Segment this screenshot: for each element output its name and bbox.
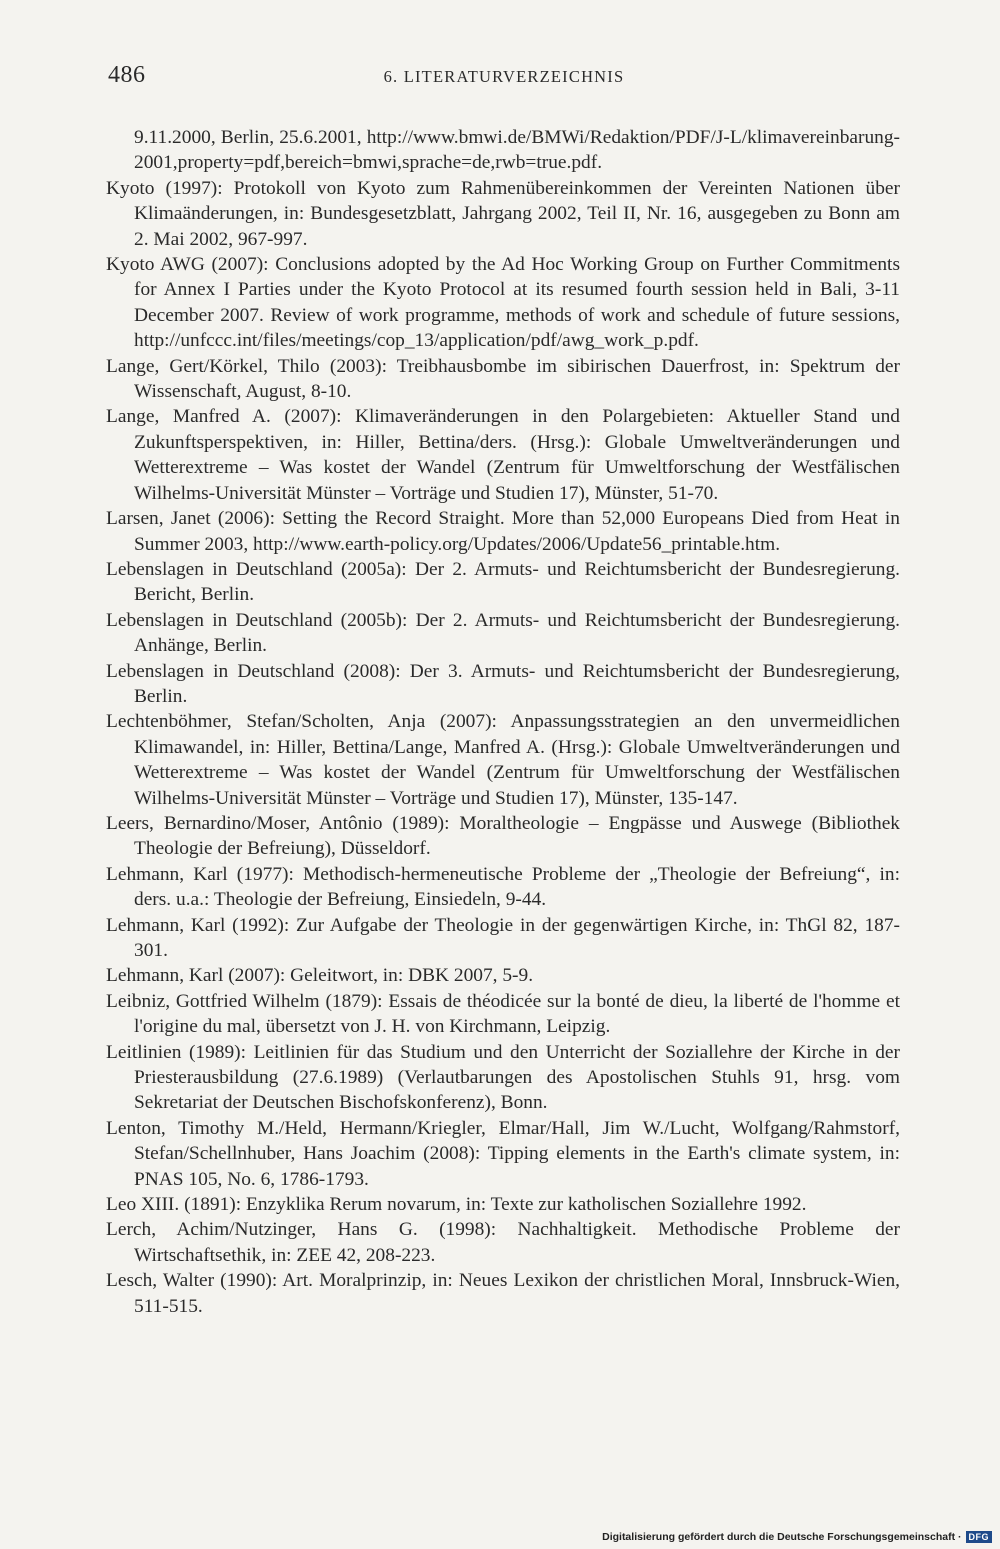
bibliography-entry: Lehmann, Karl (1977): Methodisch-hermeneutische Probleme der „Theologie der Befreiung“, in: ders. u.a.: Theologie der Befreiung, Einsiedeln, 9-44.: [106, 863, 900, 911]
bibliography-entry: Leibniz, Gottfried Wilhelm (1879): Essais de théodicée sur la bonté de dieu, la liberté de l'homme et l'origine du mal, übersetzt von J. H. von Kirchmann, Leipzig.: [106, 990, 900, 1038]
bibliography-entry: Lechtenböhmer, Stefan/Scholten, Anja (2007): Anpassungsstrategien an den unvermeidlichen Klimawandel, in: Hiller, Bettina/Lange, Manfred A. (Hrsg.): Globale Umweltveränderungen und Wetterextreme – Was kostet der Wandel (Zentrum für Umweltforschung der Westfälischen Wilhelms-Universität Münster – Vorträge und Studien 17), Münster, 135-147.: [106, 711, 900, 809]
bibliography-entry: 9.11.2000, Berlin, 25.6.2001, http://www.bmwi.de/BMWi/Redaktion/PDF/J-L/klimavereinbarung-2001,property=pdf,bereich=bmwi,sprache=de,rwb=true.pdf.: [134, 127, 900, 174]
bibliography-list: [106, 125, 900, 1319]
bibliography-entry: Lehmann, Karl (2007): Geleitwort, in: DBK 2007, 5-9.: [106, 965, 534, 987]
bibliography-entry: Lebenslagen in Deutschland (2005a): Der 2. Armuts- und Reichtumsbericht der Bundesregierung. Bericht, Berlin.: [106, 558, 900, 606]
bibliography-entry: Lenton, Timothy M./Held, Hermann/Kriegler, Elmar/Hall, Jim W./Lucht, Wolfgang/Rahmstorf, Stefan/Schellnhuber, Hans Joachim (2008): Tipping elements in the Earth's climate system, in: PNAS 105, No. 6, 1786-1793.: [106, 1117, 900, 1190]
page-header: [108, 62, 900, 96]
running-head: 6. LITERATURVERZEICHNIS: [383, 67, 625, 86]
bibliography-entry: Lebenslagen in Deutschland (2005b): Der 2. Armuts- und Reichtumsbericht der Bundesregierung. Anhänge, Berlin.: [106, 609, 900, 657]
bibliography-entry: Leo XIII. (1891): Enzyklika Rerum novarum, in: Texte zur katholischen Soziallehre 1992.: [106, 1194, 807, 1216]
bibliography-entry: Kyoto AWG (2007): Conclusions adopted by the Ad Hoc Working Group on Further Commitments for Annex I Parties under the Kyoto Protocol at its resumed fourth session held in Bali, 3-11 December 2007. Review of work programme, methods of work and schedule of future sessions, http://unfccc.int/files/meetings/cop_13/application/pdf/awg_work_p.pdf.: [106, 254, 900, 352]
bibliography-entry: Larsen, Janet (2006): Setting the Record Straight. More than 52,000 Europeans Died from Heat in Summer 2003, http://www.earth-policy.org/Updates/2006/Update56_printable.htm.: [106, 508, 900, 555]
bibliography-entry: Leers, Bernardino/Moser, Antônio (1989): Moraltheologie – Engpässe und Auswege (Bibliothek Theologie der Befreiung), Düsseldorf.: [106, 812, 900, 860]
bibliography-entry: Lebenslagen in Deutschland (2008): Der 3. Armuts- und Reichtumsbericht der Bundesregierung, Berlin.: [106, 660, 900, 707]
dfg-logo: DFG: [966, 1531, 993, 1543]
digitization-credit: [602, 1529, 992, 1545]
bibliography-entry: Leitlinien (1989): Leitlinien für das Studium und den Unterricht der Soziallehre der Kirche in der Priesterausbildung (27.6.1989) (Verlautbarungen des Apostolischen Stuhls 91, hrsg. vom Sekretariat der Deutschen Bischofskonferenz), Bonn.: [106, 1041, 900, 1114]
bibliography-entry: Lange, Gert/Körkel, Thilo (2003): Treibhausbombe im sibirischen Dauerfrost, in: Spektrum der Wissenschaft, August, 8-10.: [106, 355, 900, 403]
bibliography-entry: Lehmann, Karl (1992): Zur Aufgabe der Theologie in der gegenwärtigen Kirche, in: ThGl 82, 187-301.: [106, 914, 900, 961]
page-number: 486: [108, 62, 146, 88]
bibliography-entry: Kyoto (1997): Protokoll von Kyoto zum Rahmenübereinkommen der Vereinten Nationen über Klimaänderungen, in: Bundesgesetzblatt, Jahrgang 2002, Teil II, Nr. 16, ausgegeben zu Bonn am 2. Mai 2002, 967-997.: [106, 177, 900, 250]
footer-text: Digitalisierung gefördert durch die Deutsche Forschungsgemeinschaft ·: [602, 1531, 962, 1543]
bibliography-entry: Lerch, Achim/Nutzinger, Hans G. (1998): Nachhaltigkeit. Methodische Probleme der Wirtschaftsethik, in: ZEE 42, 208-223.: [106, 1219, 900, 1266]
bibliography-entry: Lesch, Walter (1990): Art. Moralprinzip, in: Neues Lexikon der christlichen Moral, Innsbruck-Wien, 511-515.: [106, 1270, 900, 1317]
bibliography-entry: Lange, Manfred A. (2007): Klimaveränderungen in den Polargebieten: Aktueller Stand und Zukunftsperspektiven, in: Hiller, Bettina/ders. (Hrsg.): Globale Umweltveränderungen und Wetterextreme – Was kostet der Wandel (Zentrum für Umweltforschung der Westfälischen Wilhelms-Universität Münster – Vorträge und Studien 17), Münster, 51-70.: [106, 406, 900, 504]
